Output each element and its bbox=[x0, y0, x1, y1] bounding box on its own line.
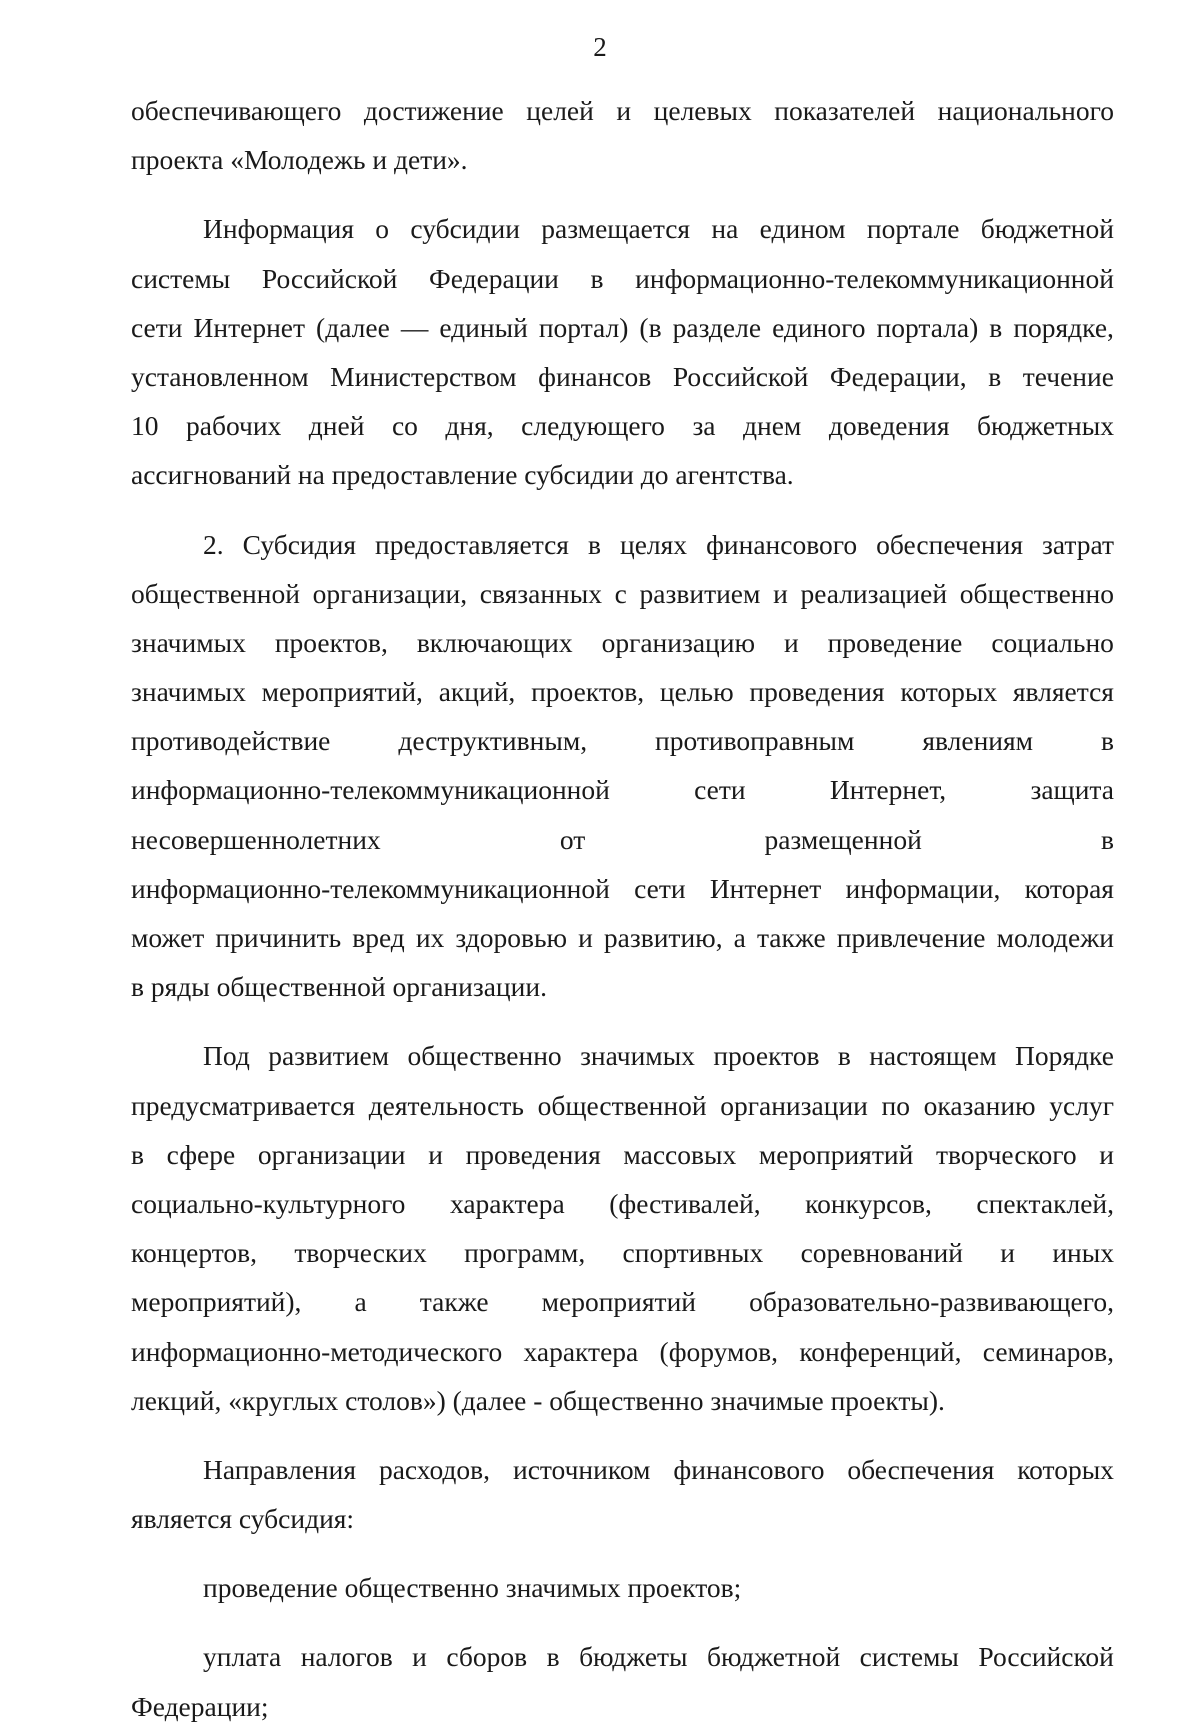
word: значимых bbox=[580, 1040, 695, 1072]
word: единый bbox=[439, 311, 528, 343]
text-line bbox=[131, 1632, 1114, 1681]
word: течение bbox=[1022, 360, 1114, 392]
word: Интернет bbox=[193, 311, 306, 343]
paragraph bbox=[131, 1563, 1114, 1612]
word: и bbox=[1000, 1237, 1015, 1269]
text-line bbox=[131, 913, 1114, 962]
word: которая bbox=[1024, 872, 1114, 904]
word: мероприятий, bbox=[261, 676, 423, 708]
word: и bbox=[773, 577, 788, 609]
word: установленном bbox=[131, 360, 309, 392]
word: субсидии bbox=[410, 213, 520, 245]
word: Российской bbox=[672, 360, 809, 392]
word: проектов, bbox=[274, 626, 388, 658]
text-line: проекта «Молодежь и дети». bbox=[131, 144, 468, 176]
word: защита bbox=[1030, 774, 1114, 806]
word: характера bbox=[523, 1335, 639, 1367]
word: организацию bbox=[601, 626, 756, 658]
word: информационно-телекоммуникационной bbox=[131, 872, 610, 904]
word: является bbox=[1012, 676, 1114, 708]
word: здоровью bbox=[455, 922, 568, 953]
word: противоправным bbox=[655, 725, 855, 757]
word: по bbox=[881, 1089, 910, 1121]
text-line: лекций, «круглых столов») (далее - общественно значимые проекты). bbox=[131, 1384, 945, 1416]
word: и bbox=[1099, 1138, 1114, 1170]
word: уплата bbox=[203, 1641, 282, 1673]
word: также bbox=[756, 922, 826, 953]
text-line bbox=[131, 1130, 1114, 1179]
word: проведения bbox=[465, 1138, 601, 1170]
word: включающих bbox=[416, 626, 573, 658]
word: характера bbox=[449, 1187, 565, 1219]
word: значимых bbox=[131, 676, 246, 708]
word: деструктивным, bbox=[398, 725, 588, 757]
word: сети bbox=[131, 311, 183, 343]
text-line bbox=[131, 716, 1114, 765]
word: 2. bbox=[203, 528, 224, 560]
word: финансового bbox=[673, 1453, 825, 1485]
word: информационно-методического bbox=[131, 1335, 503, 1367]
word: творческих bbox=[294, 1237, 427, 1269]
word: портал) bbox=[538, 311, 629, 343]
word: организации, bbox=[312, 577, 468, 609]
word: оказанию bbox=[923, 1089, 1036, 1121]
word: массовых bbox=[623, 1138, 737, 1170]
text-line bbox=[131, 667, 1114, 716]
word: услуг bbox=[1049, 1089, 1114, 1121]
word: социально-культурного bbox=[131, 1187, 406, 1219]
word: финансов bbox=[538, 360, 652, 392]
word: и bbox=[616, 95, 632, 126]
word: портале bbox=[866, 213, 960, 245]
word: сборов bbox=[446, 1641, 528, 1673]
text-line bbox=[131, 1445, 1114, 1494]
word: в bbox=[587, 528, 601, 560]
word: дня, bbox=[445, 410, 494, 442]
word: мероприятий bbox=[758, 1138, 914, 1170]
word: развитием bbox=[268, 1040, 390, 1072]
text-line bbox=[131, 1327, 1114, 1376]
page-number: 2 bbox=[593, 32, 607, 62]
document-body bbox=[131, 86, 1114, 1731]
word: в bbox=[1100, 823, 1114, 855]
word: в bbox=[988, 360, 1002, 392]
word: организации bbox=[257, 1138, 406, 1170]
word: от bbox=[559, 823, 586, 855]
word: общественной bbox=[131, 577, 300, 609]
word: портала) bbox=[876, 311, 979, 343]
word: системы bbox=[859, 1641, 959, 1673]
word: предусматривается bbox=[131, 1089, 356, 1121]
word: днем bbox=[743, 410, 802, 442]
word: Информация bbox=[203, 213, 354, 245]
word: вред bbox=[352, 922, 405, 953]
word: рабочих bbox=[186, 410, 282, 442]
word: целью bbox=[659, 676, 734, 708]
paragraph bbox=[131, 86, 1114, 184]
word: молодежи bbox=[996, 922, 1114, 953]
word: с bbox=[614, 577, 627, 609]
text-line: является субсидия: bbox=[131, 1503, 355, 1535]
word: (далее bbox=[316, 311, 390, 343]
word: проведение bbox=[827, 626, 963, 658]
word: спектаклей, bbox=[976, 1187, 1114, 1219]
word: разделе bbox=[672, 311, 762, 343]
text-line bbox=[131, 401, 1114, 450]
word: и bbox=[783, 626, 799, 658]
word: едином bbox=[759, 213, 846, 245]
word: в bbox=[989, 311, 1003, 343]
word: проведения bbox=[749, 676, 885, 708]
word: бюджетной bbox=[980, 213, 1114, 245]
word: информационно-телекоммуникационной bbox=[635, 262, 1114, 294]
word: расходов, bbox=[378, 1453, 491, 1485]
word: информации, bbox=[845, 872, 1001, 904]
word: обеспечивающего bbox=[131, 95, 342, 126]
word: реализацией bbox=[800, 577, 948, 609]
word: дней bbox=[308, 410, 365, 442]
word: предоставляется bbox=[375, 528, 569, 560]
word: обеспечения bbox=[876, 528, 1023, 560]
word: показателей bbox=[774, 95, 916, 126]
word: целях bbox=[620, 528, 688, 560]
word: программ, bbox=[464, 1237, 586, 1269]
word: достижение bbox=[363, 95, 504, 126]
word: мероприятий bbox=[541, 1286, 697, 1318]
word: со bbox=[391, 410, 418, 442]
word: финансового bbox=[706, 528, 858, 560]
word: связанных bbox=[479, 577, 603, 609]
text-line bbox=[131, 765, 1114, 814]
word: организации bbox=[720, 1089, 868, 1121]
word: о bbox=[375, 213, 390, 245]
word: Российской bbox=[978, 1641, 1114, 1673]
word: социально bbox=[991, 626, 1114, 658]
word: на bbox=[711, 213, 739, 245]
word: соревнований bbox=[800, 1237, 963, 1269]
paragraph bbox=[131, 1445, 1114, 1543]
word: Федерации bbox=[429, 262, 559, 294]
word: а bbox=[733, 922, 746, 953]
text-line: проведение общественно значимых проектов; bbox=[203, 1572, 742, 1604]
paragraph bbox=[131, 520, 1114, 1012]
word: информационно-телекоммуникационной bbox=[131, 774, 610, 806]
text-line bbox=[131, 1031, 1114, 1080]
word: сети bbox=[694, 774, 746, 806]
word: размещенной bbox=[764, 823, 922, 855]
text-line bbox=[131, 352, 1114, 401]
text-line bbox=[131, 1179, 1114, 1228]
word: бюджеты bbox=[579, 1641, 688, 1673]
word: (форумов, bbox=[659, 1335, 779, 1367]
word: 10 bbox=[131, 410, 159, 442]
word: сети bbox=[634, 872, 686, 904]
word: противодействие bbox=[131, 725, 331, 757]
paragraph bbox=[131, 1031, 1114, 1425]
word: акций, bbox=[438, 676, 516, 708]
word: настоящем bbox=[869, 1040, 997, 1072]
word: привлечение bbox=[836, 922, 986, 953]
word: размещается bbox=[541, 213, 691, 245]
word: конференций, bbox=[799, 1335, 962, 1367]
word: Интернет, bbox=[829, 774, 947, 806]
word: общественно bbox=[407, 1040, 562, 1072]
word: доведения bbox=[828, 410, 950, 442]
word: семинаров, bbox=[982, 1335, 1114, 1367]
word: образовательно-развивающего, bbox=[749, 1286, 1114, 1318]
word: целей bbox=[526, 95, 594, 126]
paragraph bbox=[131, 204, 1114, 499]
word: — bbox=[400, 311, 429, 343]
text-line bbox=[131, 303, 1114, 352]
word: также bbox=[419, 1286, 489, 1318]
word: Федерации, bbox=[829, 360, 967, 392]
word: и bbox=[412, 1641, 427, 1673]
text-line bbox=[131, 254, 1114, 303]
word: творческого bbox=[935, 1138, 1077, 1170]
word: концертов, bbox=[131, 1237, 258, 1269]
word: которых bbox=[1017, 1453, 1114, 1485]
word: может bbox=[131, 922, 205, 953]
word: Порядке bbox=[1015, 1040, 1114, 1072]
word: Субсидия bbox=[242, 528, 356, 560]
word: порядке, bbox=[1013, 311, 1114, 343]
word: деятельность bbox=[368, 1089, 524, 1121]
word: мероприятий), bbox=[131, 1286, 302, 1318]
word: проектов bbox=[713, 1040, 820, 1072]
word: в bbox=[837, 1040, 851, 1072]
word: за bbox=[692, 410, 716, 442]
word: развитием bbox=[639, 577, 761, 609]
text-line bbox=[131, 815, 1114, 864]
word: единого bbox=[772, 311, 866, 343]
text-line: ассигнований на предоставление субсидии до агентства. bbox=[131, 459, 794, 491]
text-line: в ряды общественной организации. bbox=[131, 971, 547, 1003]
word: системы bbox=[131, 262, 231, 294]
text-line bbox=[131, 1081, 1114, 1130]
text-line bbox=[131, 1228, 1114, 1277]
word: в bbox=[131, 1138, 144, 1170]
word: бюджетной bbox=[707, 1641, 841, 1673]
word: в bbox=[590, 262, 604, 294]
word: а bbox=[354, 1286, 367, 1318]
text-line bbox=[131, 618, 1114, 667]
text-line bbox=[131, 569, 1114, 618]
word: спортивных bbox=[622, 1237, 764, 1269]
word: которых bbox=[900, 676, 998, 708]
text-line bbox=[131, 86, 1114, 135]
word: Министерством bbox=[330, 360, 517, 392]
text-line bbox=[131, 520, 1114, 569]
word: целевых bbox=[653, 95, 752, 126]
text-line bbox=[131, 1277, 1114, 1326]
word: и bbox=[428, 1138, 443, 1170]
word: сфере bbox=[166, 1138, 236, 1170]
text-line bbox=[131, 204, 1114, 253]
word: обеспечения bbox=[847, 1453, 995, 1485]
word: явлениям bbox=[922, 725, 1034, 757]
word: (фестивалей, bbox=[609, 1187, 761, 1219]
word: их bbox=[415, 922, 445, 953]
word: в bbox=[1101, 725, 1114, 757]
word: Направления bbox=[203, 1453, 357, 1485]
word: развитию, bbox=[603, 922, 723, 953]
word: причинить bbox=[215, 922, 342, 953]
word: конкурсов, bbox=[805, 1187, 932, 1219]
word: и bbox=[578, 922, 593, 953]
word: в bbox=[546, 1641, 560, 1673]
word: общественно bbox=[959, 577, 1114, 609]
word: общественной bbox=[537, 1089, 707, 1121]
word: Под bbox=[203, 1040, 250, 1072]
word: Интернет bbox=[709, 872, 822, 904]
word: (в bbox=[639, 311, 662, 343]
word: иных bbox=[1052, 1237, 1114, 1269]
word: следующего bbox=[521, 410, 665, 442]
word: бюджетных bbox=[977, 410, 1114, 442]
word: Российской bbox=[261, 262, 398, 294]
word: несовершеннолетних bbox=[131, 823, 381, 855]
word: затрат bbox=[1042, 528, 1114, 560]
word: проектов, bbox=[531, 676, 645, 708]
word: налогов bbox=[300, 1641, 393, 1673]
word: значимых bbox=[131, 626, 246, 658]
paragraph bbox=[131, 1632, 1114, 1730]
text-line: Федерации; bbox=[131, 1690, 269, 1722]
word: национального bbox=[937, 95, 1114, 126]
word: источником bbox=[512, 1453, 651, 1485]
text-line bbox=[131, 864, 1114, 913]
